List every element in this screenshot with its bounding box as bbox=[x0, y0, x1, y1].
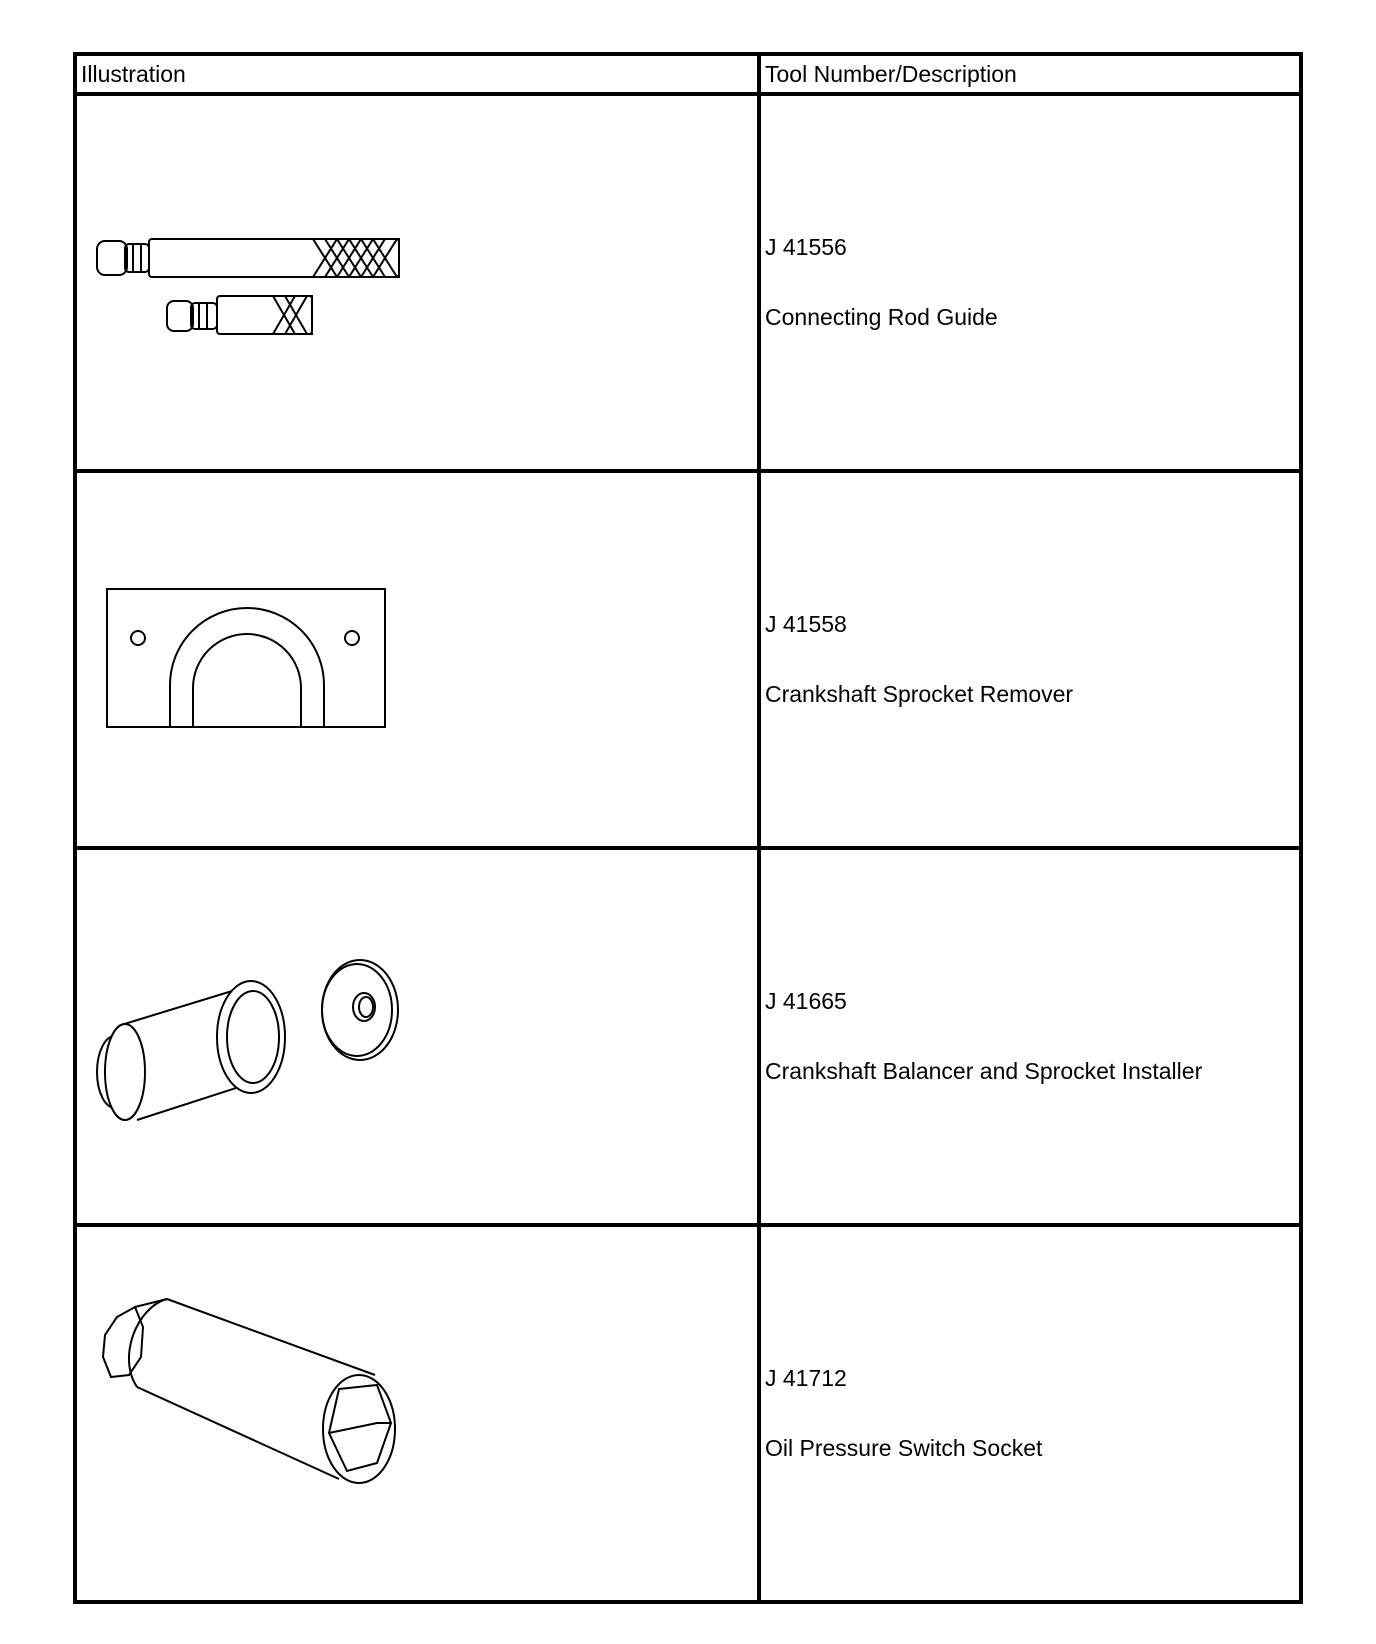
header-row bbox=[75, 54, 1301, 94]
tool-description: Crankshaft Sprocket Remover bbox=[765, 680, 1074, 707]
tool-number: J 41556 bbox=[765, 233, 847, 260]
description-cell bbox=[759, 1225, 1301, 1602]
illustration-cell bbox=[75, 848, 759, 1225]
connecting-rod-guide-icon bbox=[77, 96, 761, 469]
illustration-cell bbox=[75, 94, 759, 471]
tool-description: Crankshaft Balancer and Sprocket Installer bbox=[765, 1057, 1203, 1084]
table-row bbox=[75, 848, 1301, 1225]
oil-pressure-socket-icon bbox=[77, 1227, 761, 1600]
table-row bbox=[75, 1225, 1301, 1602]
tool-number: J 41558 bbox=[765, 610, 847, 637]
table-row bbox=[75, 471, 1301, 848]
tool-number: J 41665 bbox=[765, 987, 847, 1014]
description-cell bbox=[759, 848, 1301, 1225]
illustration-cell bbox=[75, 471, 759, 848]
sprocket-remover-icon bbox=[77, 473, 761, 846]
balancer-installer-icon bbox=[77, 850, 761, 1223]
description-cell bbox=[759, 94, 1301, 471]
tool-number: J 41712 bbox=[765, 1364, 847, 1391]
tool-description: Connecting Rod Guide bbox=[765, 303, 998, 330]
illustration-cell bbox=[75, 1225, 759, 1602]
special-tools-table bbox=[73, 52, 1303, 1604]
header-illustration: Illustration bbox=[75, 54, 759, 94]
header-tool-description: Tool Number/Description bbox=[759, 54, 1301, 94]
table-row bbox=[75, 94, 1301, 471]
description-cell bbox=[759, 471, 1301, 848]
tool-description: Oil Pressure Switch Socket bbox=[765, 1434, 1043, 1461]
